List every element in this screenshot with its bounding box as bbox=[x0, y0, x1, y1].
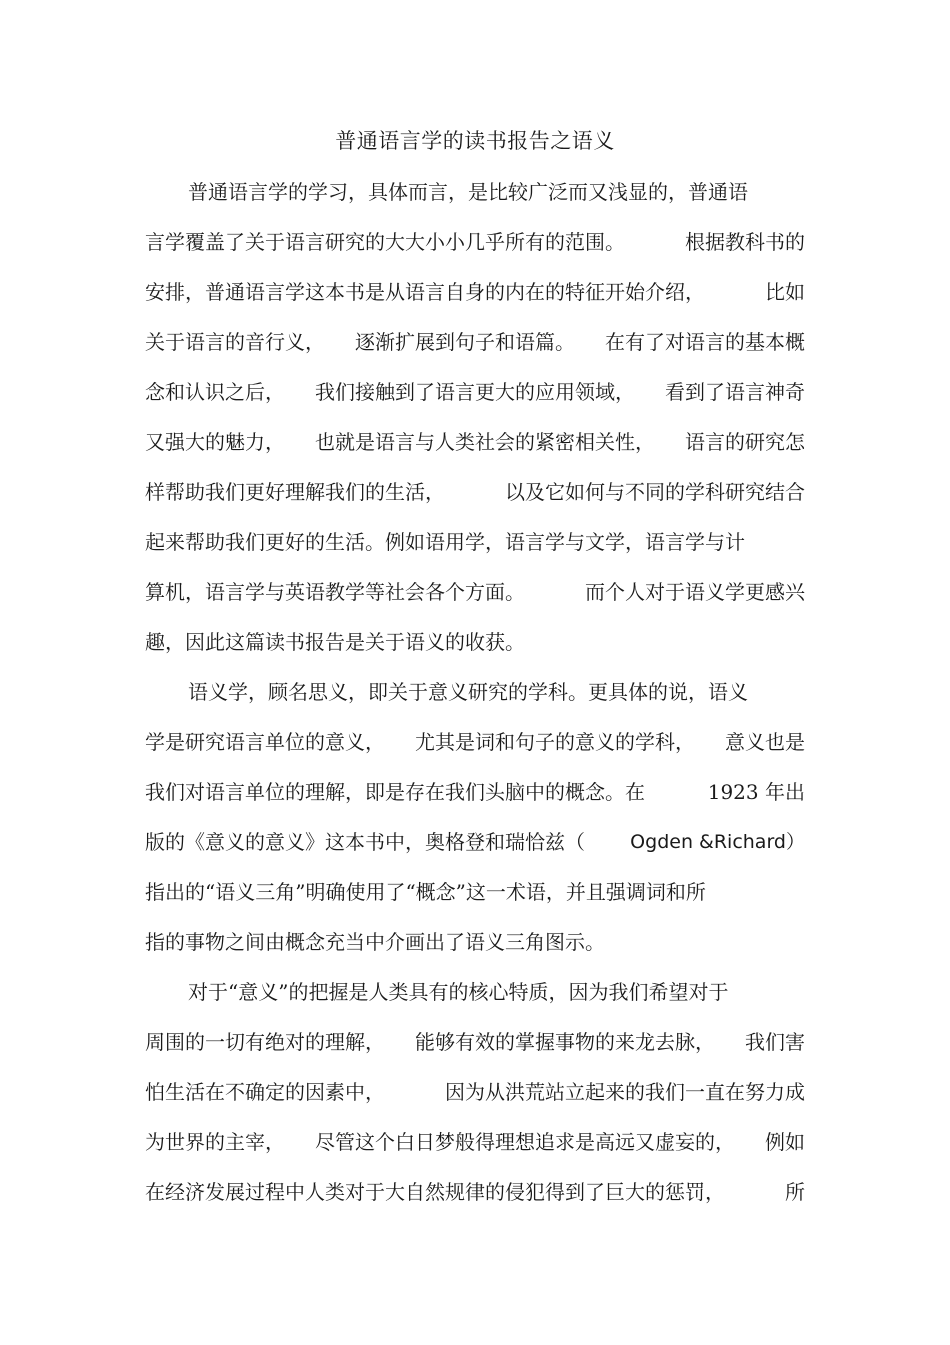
paragraph-2-line-2: 学是研究语言单位的意义， 尤其是词和句子的意义的学科， 意义也是 bbox=[145, 730, 805, 754]
paragraph-2-line-1: 语义学，顾名思义，即关于意义研究的学科。更具体的说，语义 bbox=[188, 680, 748, 704]
document-title: 普通语言学的读书报告之语义 bbox=[335, 129, 615, 153]
paragraph-1-line-2: 言学覆盖了关于语言研究的大大小小几乎所有的范围。 根据教科书的 bbox=[145, 230, 805, 254]
paragraph-1-line-10: 趣，因此这篇读书报告是关于语义的收获。 bbox=[145, 630, 525, 654]
paragraph-3-line-2: 周围的一切有绝对的理解， 能够有效的掌握事物的来龙去脉， 我们害 bbox=[145, 1030, 805, 1054]
paragraph-1-line-5: 念和认识之后， 我们接触到了语言更大的应用领域， 看到了语言神奇 bbox=[145, 380, 805, 404]
paragraph-1-line-6: 又强大的魅力， 也就是语言与人类社会的紧密相关性， 语言的研究怎 bbox=[145, 430, 805, 454]
paragraph-3-line-1: 对于“意义”的把握是人类具有的核心特质，因为我们希望对于 bbox=[188, 980, 729, 1004]
paragraph-3-line-3: 怕生活在不确定的因素中， 因为从洪荒站立起来的我们一直在努力成 bbox=[145, 1080, 805, 1104]
paragraph-1-line-8: 起来帮助我们更好的生活。例如语用学，语言学与文学，语言学与计 bbox=[145, 530, 745, 554]
paragraph-2-line-3: 我们对语言单位的理解，即是存在我们头脑中的概念。在 1923 年出 bbox=[145, 780, 805, 804]
paragraph-1-line-1: 普通语言学的学习，具体而言，是比较广泛而又浅显的，普通语 bbox=[188, 180, 748, 204]
paragraph-2-line-4: 版的《意义的意义》这本书中，奥格登和瑞恰兹（ Ogden &Richard） bbox=[145, 830, 805, 854]
paragraph-1-line-4: 关于语言的音行义， 逐渐扩展到句子和语篇。 在有了对语言的基本概 bbox=[145, 330, 805, 354]
paragraph-2-line-6: 指的事物之间由概念充当中介画出了语义三角图示。 bbox=[145, 930, 605, 954]
paragraph-3-line-4: 为世界的主宰， 尽管这个白日梦般得理想追求是高远又虚妄的， 例如 bbox=[145, 1130, 805, 1154]
paragraph-1-line-3: 安排，普通语言学这本书是从语言自身的内在的特征开始介绍， 比如 bbox=[145, 280, 805, 304]
paragraph-1-line-7: 样帮助我们更好理解我们的生活， 以及它如何与不同的学科研究结合 bbox=[145, 480, 805, 504]
paragraph-2-line-5: 指出的“语义三角”明确使用了“概念”这一术语，并且强调词和所 bbox=[145, 880, 706, 904]
paragraph-3-line-5: 在经济发展过程中人类对于大自然规律的侵犯得到了巨大的惩罚， 所 bbox=[145, 1180, 805, 1204]
paragraph-1-line-9: 算机，语言学与英语教学等社会各个方面。 而个人对于语义学更感兴 bbox=[145, 580, 805, 604]
